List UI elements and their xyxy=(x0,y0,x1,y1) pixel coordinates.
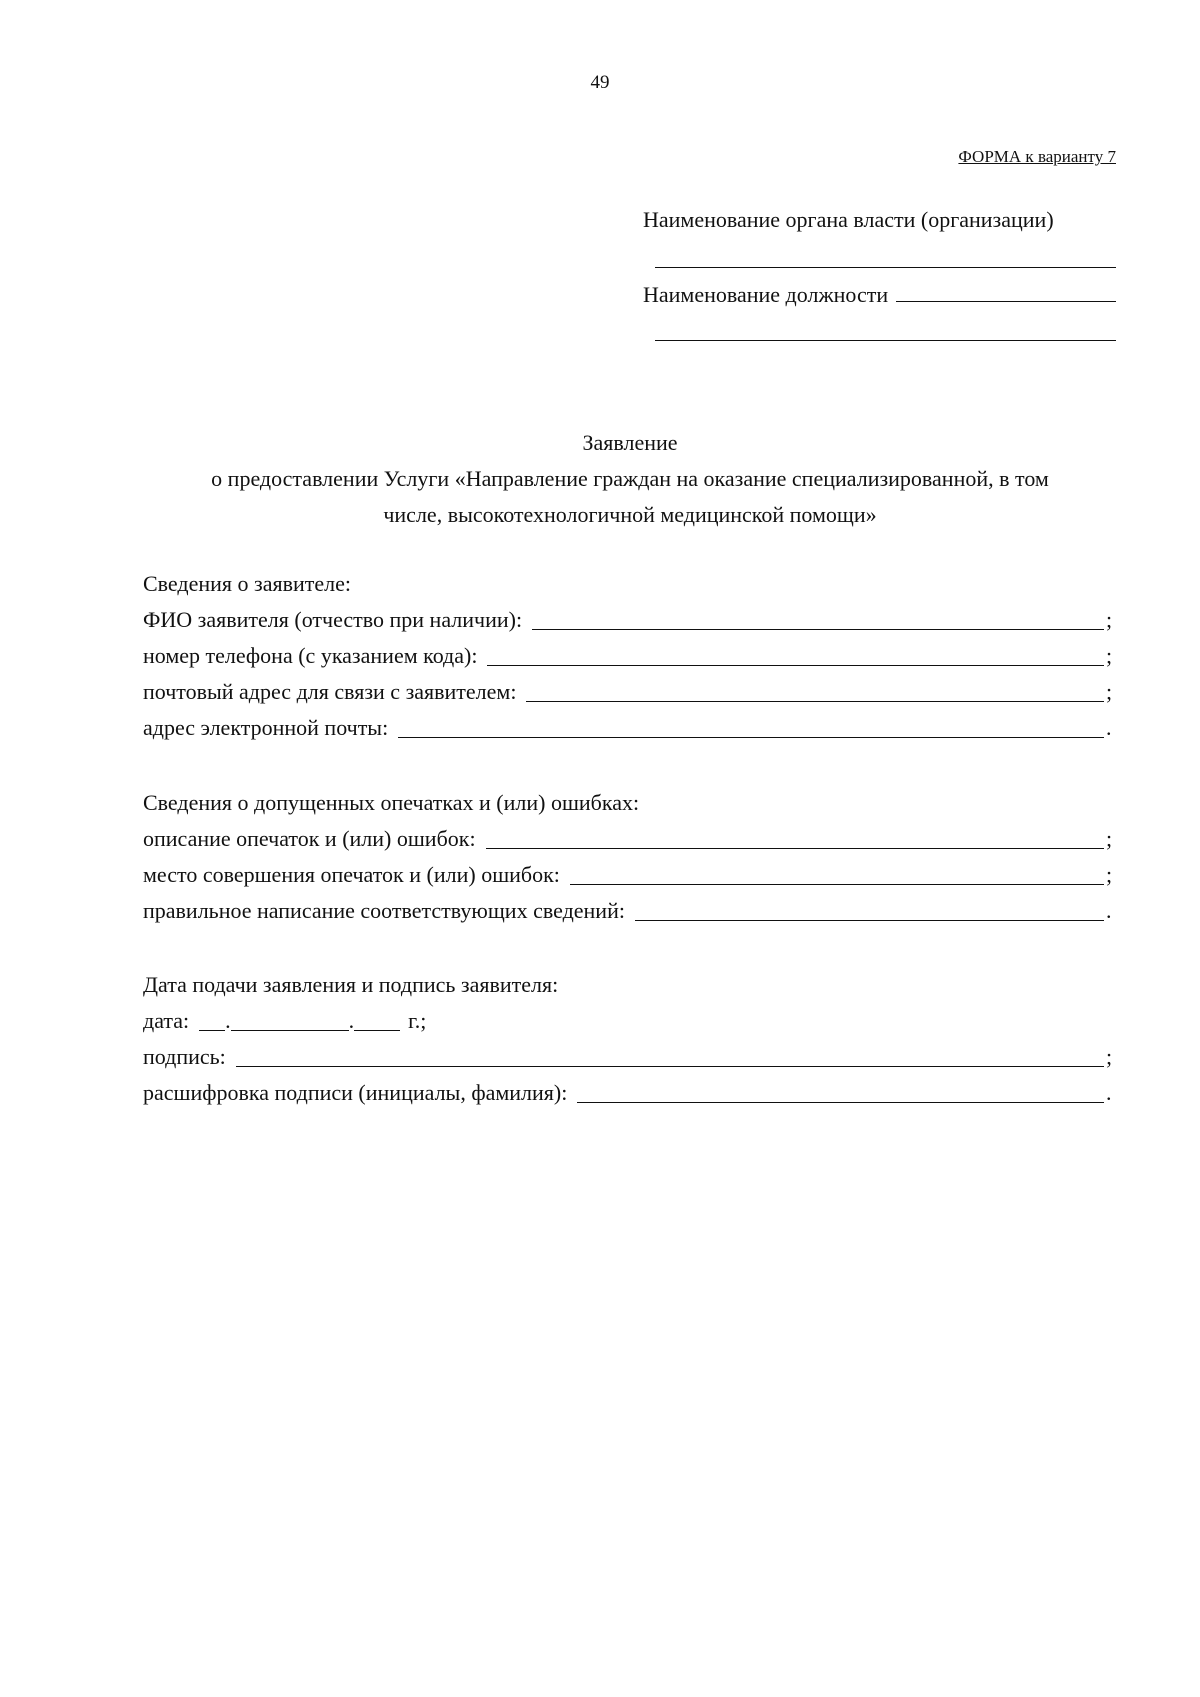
date-year-field[interactable] xyxy=(354,1029,400,1031)
row-terminator: ; xyxy=(1106,1044,1113,1069)
authority-name-field[interactable] xyxy=(655,267,1116,268)
applicant-email-label: адрес электронной почты: xyxy=(143,715,389,740)
title-heading: Заявление xyxy=(582,430,678,455)
applicant-phone-field[interactable] xyxy=(487,664,1104,666)
position-field-continuation[interactable] xyxy=(655,340,1116,341)
date-suffix: г.; xyxy=(408,1008,427,1033)
signature-transcript-field[interactable] xyxy=(577,1101,1104,1103)
signature-row xyxy=(143,1039,1116,1075)
error-description-field[interactable] xyxy=(486,847,1104,849)
applicant-fio-row xyxy=(143,602,1116,638)
date-month-field[interactable] xyxy=(231,1029,349,1031)
error-location-label: место совершения опечаток и (или) ошибок: xyxy=(143,862,560,887)
date-day-field[interactable] xyxy=(199,1029,225,1031)
position-label: Наименование должности xyxy=(643,282,889,307)
application-title xyxy=(140,425,1120,533)
row-terminator: ; xyxy=(1106,607,1113,632)
applicant-phone-label: номер телефона (с указанием кода): xyxy=(143,643,478,668)
applicant-fio-field[interactable] xyxy=(532,628,1104,630)
title-subtitle-line-2: числе, высокотехнологичной медицинской помощи» xyxy=(383,502,877,527)
applicant-phone-row xyxy=(143,638,1116,674)
signature-field[interactable] xyxy=(236,1065,1104,1067)
submission-heading: Дата подачи заявления и подпись заявителя: xyxy=(143,972,559,997)
correct-spelling-row xyxy=(143,893,1116,929)
applicant-address-label: почтовый адрес для связи с заявителем: xyxy=(143,679,517,704)
signature-transcript-row xyxy=(143,1075,1116,1111)
applicant-email-field[interactable] xyxy=(398,736,1104,738)
form-reference: ФОРМА к варианту 7 xyxy=(958,147,1116,166)
correct-spelling-field[interactable] xyxy=(635,919,1104,921)
page-number: 49 xyxy=(590,72,610,93)
correct-spelling-label: правильное написание соответствующих сведений: xyxy=(143,898,625,923)
date-separator: . xyxy=(225,1008,231,1033)
errors-heading: Сведения о допущенных опечатках и (или) ошибках: xyxy=(143,790,640,815)
date-separator: . xyxy=(348,1008,355,1033)
error-description-row xyxy=(143,821,1116,857)
applicant-address-field[interactable] xyxy=(526,700,1104,702)
submission-section xyxy=(143,967,1116,1111)
error-description-label: описание опечаток и (или) ошибок: xyxy=(143,826,476,851)
row-terminator: . xyxy=(1106,1080,1112,1105)
applicant-address-row xyxy=(143,674,1116,710)
date-row xyxy=(143,1003,1116,1039)
row-terminator: ; xyxy=(1106,826,1113,851)
applicant-heading: Сведения о заявителе: xyxy=(143,571,352,596)
signature-label: подпись: xyxy=(143,1044,226,1069)
signature-transcript-label: расшифровка подписи (инициалы, фамилия): xyxy=(143,1080,568,1105)
error-location-field[interactable] xyxy=(570,883,1104,885)
position-row xyxy=(643,279,1116,308)
applicant-section xyxy=(143,566,1116,746)
title-subtitle-line-1: о предоставлении Услуги «Направление граждан на оказание специализированной, в том xyxy=(211,466,1049,491)
error-location-row xyxy=(143,857,1116,893)
row-terminator: ; xyxy=(1106,679,1113,704)
position-field[interactable] xyxy=(896,279,1116,302)
row-terminator: ; xyxy=(1106,862,1113,887)
errors-section xyxy=(143,785,1116,929)
applicant-fio-label: ФИО заявителя (отчество при наличии): xyxy=(143,607,523,632)
applicant-email-row xyxy=(143,710,1116,746)
date-label: дата: xyxy=(143,1008,190,1033)
authority-name-label: Наименование органа власти (организации) xyxy=(643,207,1054,232)
row-terminator: . xyxy=(1106,715,1112,740)
row-terminator: . xyxy=(1106,898,1112,923)
row-terminator: ; xyxy=(1106,643,1113,668)
